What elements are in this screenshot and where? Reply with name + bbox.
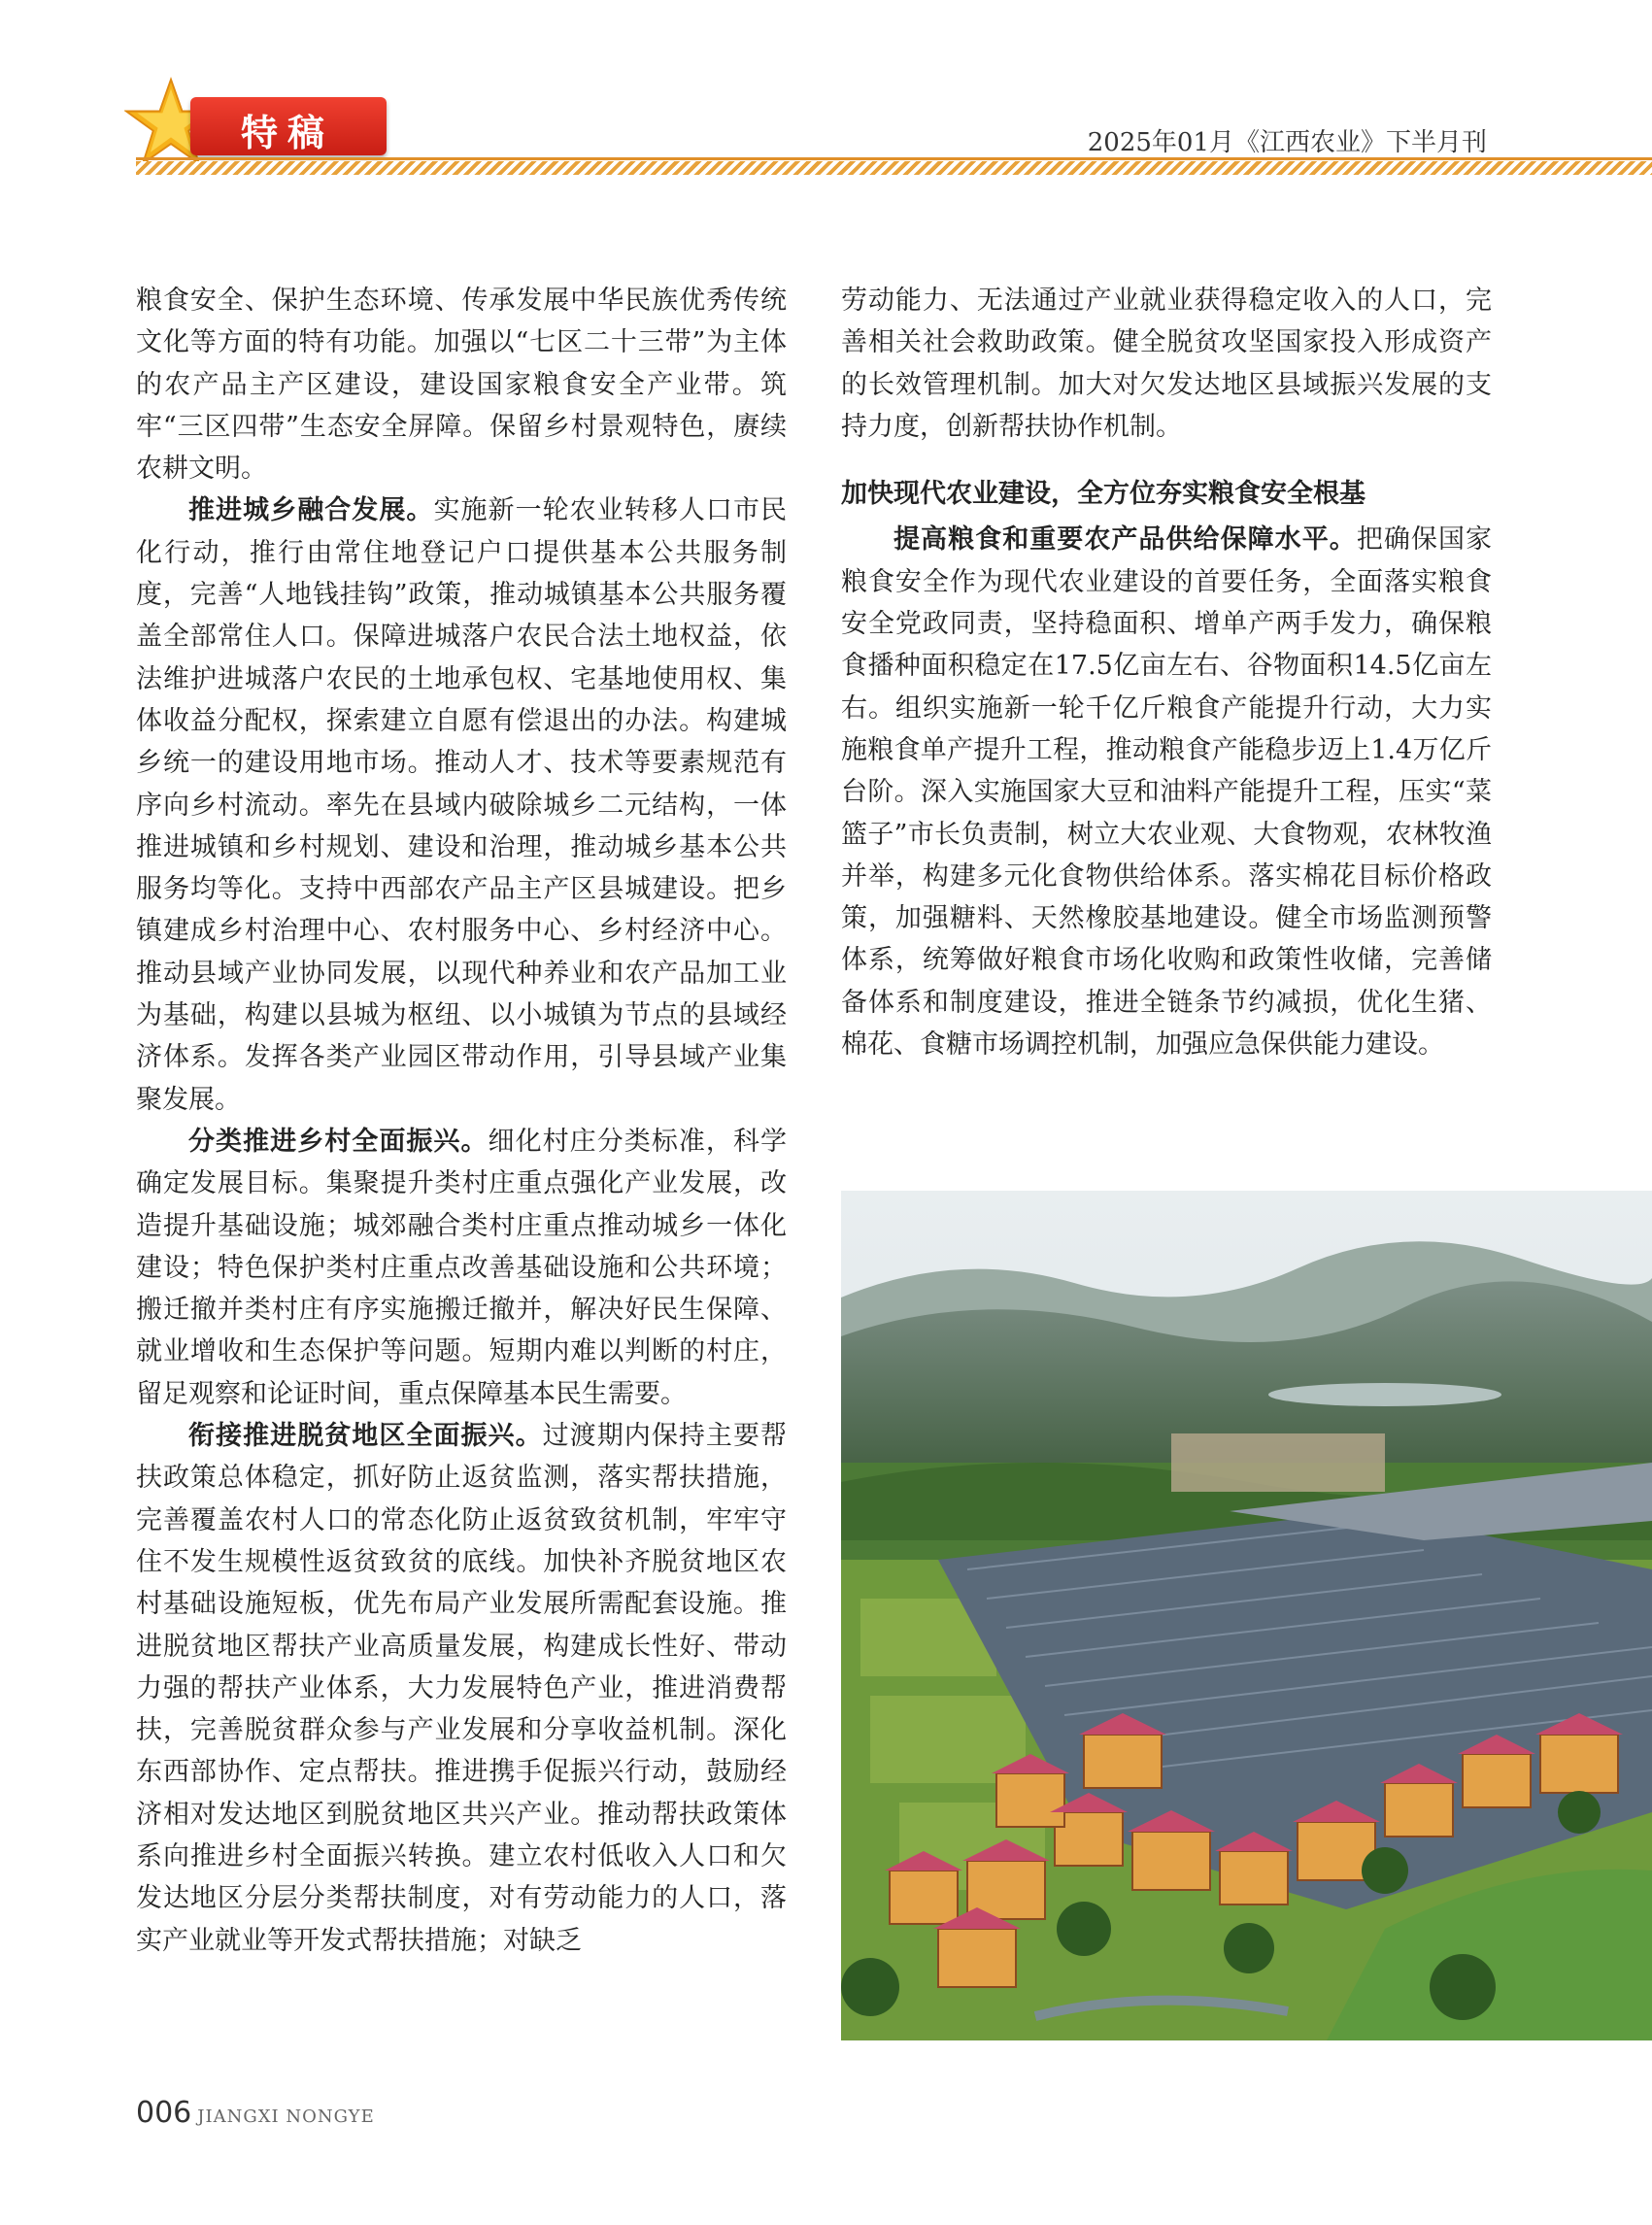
issue-info: 2025年01月《江西农业》下半月刊 <box>1087 128 1487 157</box>
page-number: 006 <box>136 2096 192 2130</box>
paragraph <box>136 1121 787 1415</box>
magazine-name: JIANGXI NONGYE <box>197 2107 375 2127</box>
paragraph-lead: 衔接推进脱贫地区全面振兴。 <box>188 1421 543 1452</box>
paragraph <box>136 1415 787 1962</box>
right-column <box>841 280 1492 1065</box>
paragraph-lead: 提高粮食和重要农产品供给保障水平。 <box>893 524 1357 556</box>
section-label: 特稿 <box>241 112 335 154</box>
photo-illustration <box>841 1191 1652 2040</box>
header-pattern-band <box>136 161 1652 175</box>
page-header <box>0 0 1652 185</box>
paragraph-body: 把确保国家粮食安全作为现代农业建设的首要任务，全面落实粮食安全党政同责，坚持稳面积、增单产两手发力，确保粮食播种面积稳定在17.5亿亩左右、谷物面积14.5亿亩左右。组织实施新一轮千亿斤粮食产能提升行动，大力实施粮食单产提升工程，推动粮食产能稳步迈上1.4万亿斤台阶。深入实施国家大豆和油料产能提升工程，压实“菜篮子”市长负责制，树立大农业观、大食物观，农林牧渔并举，构建多元化食物供给体系。落实棉花目标价格政策，加强糖料、天然橡胶基地建设。健全市场监测预警体系，统筹做好粮食市场化收购和政策性收储，完善储备体系和制度建设，推进全链条节约减损，优化生猪、棉花、食糖市场调控机制，加强应急保供能力建设。 <box>841 524 1493 1061</box>
paragraph <box>136 489 787 1120</box>
paragraph-body: 实施新一轮农业转移人口市民化行动，推行由常住地登记户口提供基本公共服务制度，完善“人地钱挂钩”政策，推动城镇基本公共服务覆盖全部常住人口。保障进城落户农民合法土地权益，依法维护进城落户农民的土地承包权、宅基地使用权、集体收益分配权，探索建立自愿有偿退出的办法。构建城乡统一的建设用地市场。推动人才、技术等要素规范有序向乡村流动。率先在县域内破除城乡二元结构，一体推进城镇和乡村规划、建设和治理，推动城乡基本公共服务均等化。支持中西部农产品主产区县城建设。把乡镇建成乡村治理中心、农村服务中心、乡村经济中心。推动县域产业协同发展，以现代种养业和农产品加工业为基础，构建以县城为枢纽、以小城镇为节点的县域经济体系。发挥各类产业园区带动作用，引导县域产业集聚发展。 <box>136 495 788 1115</box>
aerial-village-photo <box>841 1191 1652 2040</box>
paragraph-body: 过渡期内保持主要帮扶政策总体稳定，抓好防止返贫监测，落实帮扶措施，完善覆盖农村人口的常态化防止返贫致贫机制，牢牢守住不发生规模性返贫致贫的底线。加快补齐脱贫地区农村基础设施短板，优先布局产业发展所需配套设施。推进脱贫地区帮扶产业高质量发展，构建成长性好、带动力强的帮扶产业体系，大力发展特色产业，推进消费帮扶，完善脱贫群众参与产业发展和分享收益机制。深化东西部协作、定点帮扶。推进携手促振兴行动，鼓励经济相对发达地区到脱贫地区共兴产业。推动帮扶政策体系向推进乡村全面振兴转换。建立农村低收入人口和欠发达地区分层分类帮扶制度，对有劳动能力的人口，落实产业就业等开发式帮扶措施；对缺乏 <box>136 1421 788 1956</box>
paragraph-lead: 分类推进乡村全面振兴。 <box>188 1126 489 1157</box>
paragraph: 粮食安全、保护生态环境、传承发展中华民族优秀传统文化等方面的特有功能。加强以“七区二十三带”为主体的农产品主产区建设，建设国家粮食安全产业带。筑牢“三区四带”生态安全屏障。保留乡村景观特色，赓续农耕文明。 <box>136 286 787 485</box>
paragraph-body: 细化村庄分类标准，科学确定发展目标。集聚提升类村庄重点强化产业发展，改造提升基础设施；城郊融合类村庄重点推动城乡一体化建设；特色保护类村庄重点改善基础设施和公共环境；搬迁撤并类村庄有序实施搬迁撤并，解决好民生保障、就业增收和生态保护等问题。短期内难以判断的村庄，留足观察和论证时间，重点保障基本民生需要。 <box>136 1126 788 1409</box>
section-heading: 加快现代农业建设，全方位夯实粮食安全根基 <box>841 479 1365 510</box>
paragraph: 劳动能力、无法通过产业就业获得稳定收入的人口，完善相关社会救助政策。健全脱贫攻坚国家投入形成资产的长效管理机制。加大对欠发达地区县域振兴发展的支持力度，创新帮扶协作机制。 <box>841 286 1492 442</box>
section-badge <box>190 97 387 155</box>
page-footer <box>136 2096 375 2130</box>
header-rule <box>136 157 1652 160</box>
left-column <box>136 280 787 1962</box>
paragraph <box>841 519 1492 1065</box>
paragraph-lead: 推进城乡融合发展。 <box>188 495 434 526</box>
